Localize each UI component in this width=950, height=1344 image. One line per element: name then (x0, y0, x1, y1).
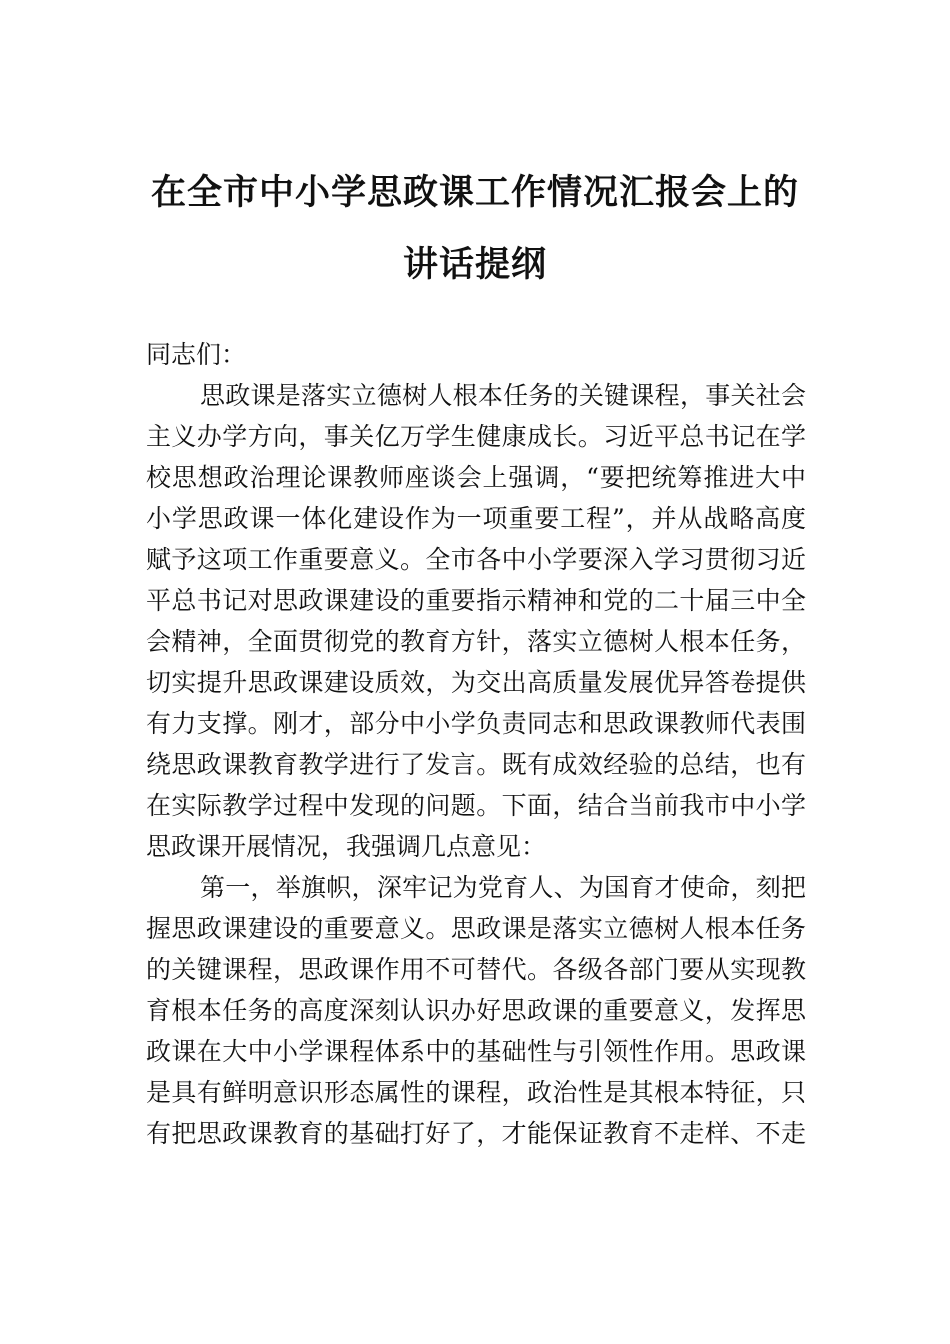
title-line-1: 在全市中小学思政课工作情况汇报会上的 (150, 172, 799, 213)
paragraph-line: 思政课是落实立德树人根本任务的关键课程，事关社会 (200, 381, 806, 410)
paragraph-line: 校思想政治理论课教师座谈会上强调，“要把统筹推进大中 (146, 463, 806, 492)
paragraph-line: 绕思政课教育教学进行了发言。既有成效经验的总结，也有 (146, 750, 806, 779)
paragraph-line: 育根本任务的高度深刻认识办好思政课的重要意义，发挥思 (146, 996, 806, 1025)
document-title (120, 157, 830, 301)
document-body (146, 334, 806, 1154)
paragraph-line: 的关键课程，思政课作用不可替代。各级各部门要从实现教 (146, 955, 806, 984)
paragraph-line: 政课在大中小学课程体系中的基础性与引领性作用。思政课 (146, 1037, 806, 1066)
paragraph-line: 握思政课建设的重要意义。思政课是落实立德树人根本任务 (146, 914, 806, 943)
paragraph-line: 会精神，全面贯彻党的教育方针，落实立德树人根本任务， (146, 627, 806, 656)
title-line-2: 讲话提纲 (402, 244, 547, 285)
paragraph-line: 有把思政课教育的基础打好了，才能保证教育不走样、不走 (146, 1119, 806, 1148)
paragraph-line: 切实提升思政课建设质效，为交出高质量发展优异答卷提供 (146, 668, 806, 697)
paragraph-line: 第一，举旗帜，深牢记为党育人、为国育才使命，刻把 (200, 873, 806, 902)
paragraph-line: 平总书记对思政课建设的重要指示精神和党的二十届三中全 (146, 586, 806, 615)
paragraph-line: 小学思政课一体化建设作为一项重要工程”，并从战略高度 (146, 504, 806, 533)
paragraph-line: 在实际教学过程中发现的问题。下面，结合当前我市中小学 (146, 791, 806, 820)
paragraph-line: 是具有鲜明意识形态属性的课程，政治性是其根本特征，只 (146, 1078, 806, 1107)
paragraph-line: 有力支撑。刚才，部分中小学负责同志和思政课教师代表围 (146, 709, 806, 738)
salutation: 同志们： (146, 340, 247, 369)
paragraph-2 (146, 867, 806, 1154)
paragraph-line: 思政课开展情况，我强调几点意见： (146, 832, 547, 861)
paragraph-line: 赋予这项工作重要意义。全市各中小学要深入学习贯彻习近 (146, 545, 806, 574)
paragraph-1 (146, 375, 806, 867)
paragraph-line: 主义办学方向，事关亿万学生健康成长。习近平总书记在学 (146, 422, 806, 451)
